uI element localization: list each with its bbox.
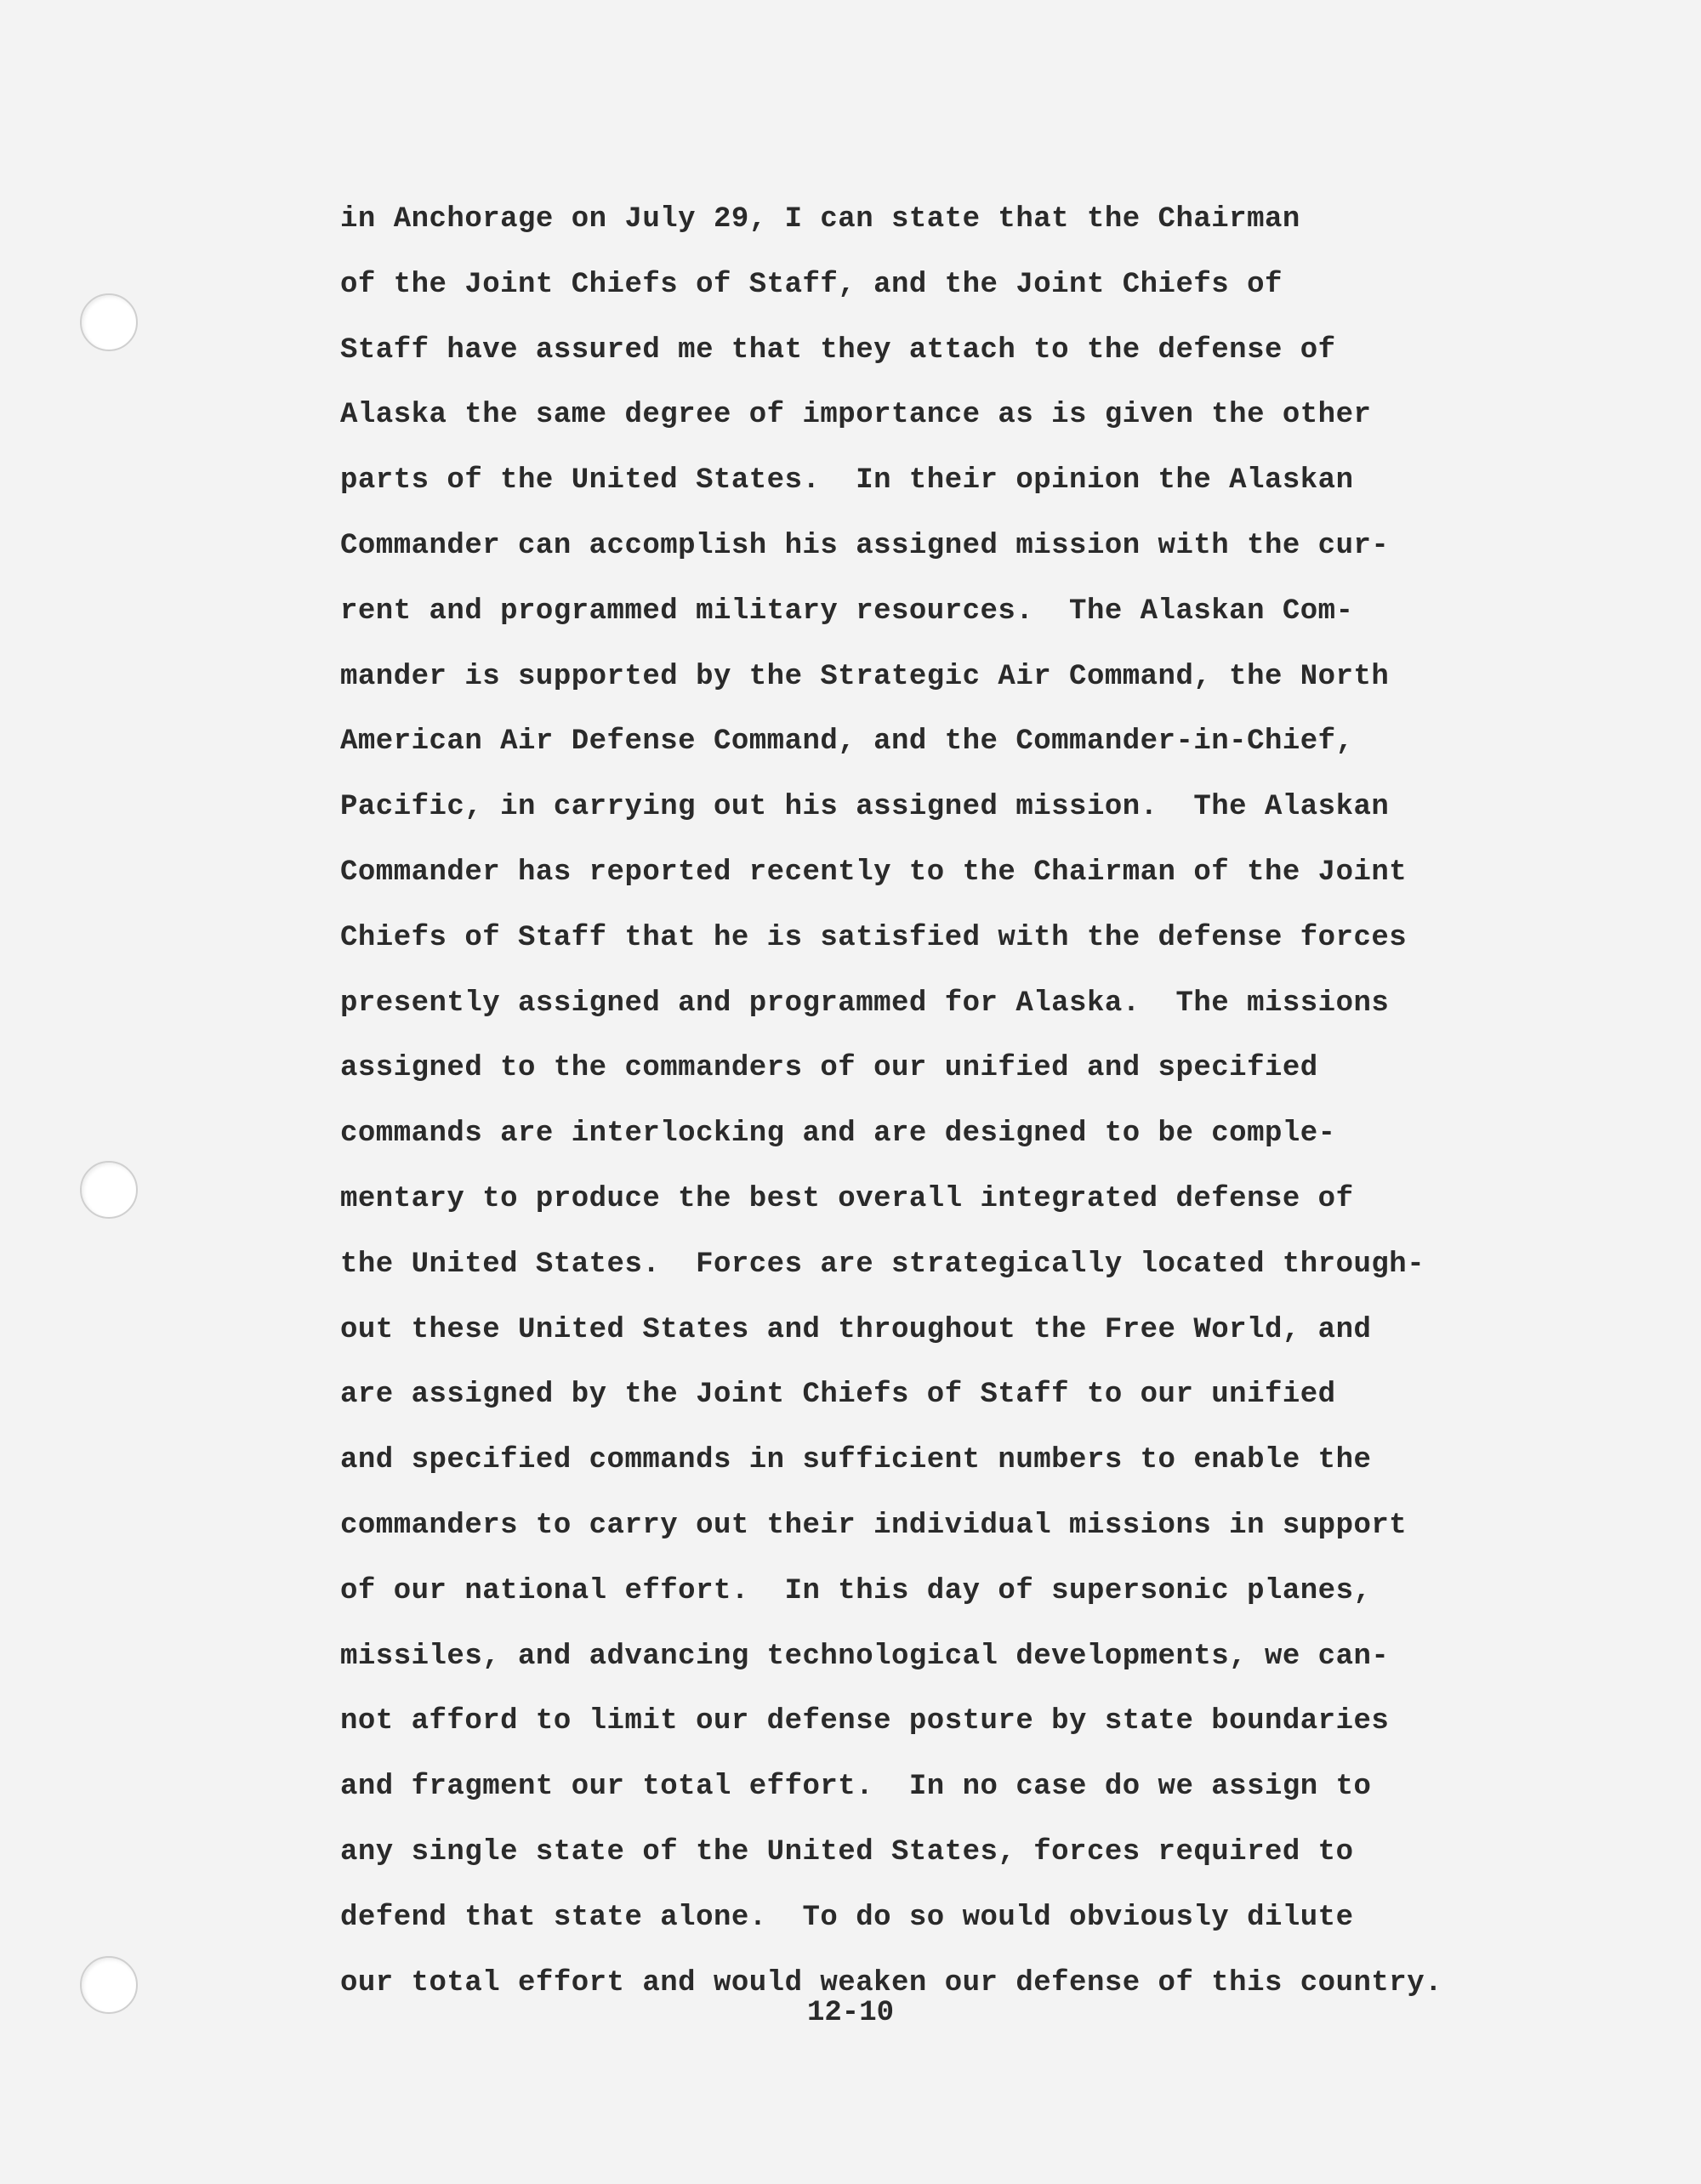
text-line: of the Joint Chiefs of Staff, and the Joint Chiefs of (340, 268, 1283, 301)
text-line: Alaska the same degree of importance as is given the other (340, 399, 1372, 432)
text-line: and specified commands in sufficient numbers to enable the (340, 1444, 1372, 1477)
text-line: any single state of the United States, forces required to (340, 1835, 1354, 1868)
text-line: Commander can accomplish his assigned mission with the cur- (340, 529, 1390, 562)
text-line: are assigned by the Joint Chiefs of Staff to our unified (340, 1379, 1336, 1412)
body-text (340, 187, 1548, 2016)
text-line: mentary to produce the best overall integrated defense of (340, 1182, 1354, 1215)
text-line: defend that state alone. To do so would obviously dilute (340, 1901, 1354, 1934)
text-line: our total effort and would weaken our defense of this country. (340, 1966, 1443, 1999)
text-line: Staff have assured me that they attach to the defense of (340, 333, 1336, 367)
text-line: Commander has reported recently to the Chairman of the Joint (340, 856, 1408, 889)
text-line: commanders to carry out their individual missions in support (340, 1509, 1408, 1542)
text-line: mander is supported by the Strategic Air Command, the North (340, 660, 1390, 693)
text-line: rent and programmed military resources. The Alaskan Com- (340, 594, 1354, 628)
text-line: and fragment our total effort. In no case do we assign to (340, 1771, 1372, 1804)
text-line: the United States. Forces are strategically located through- (340, 1248, 1425, 1281)
text-line: Pacific, in carrying out his assigned mission. The Alaskan (340, 791, 1390, 824)
text-line: of our national effort. In this day of supersonic planes, (340, 1574, 1372, 1607)
text-line: commands are interlocking and are designed to be comple- (340, 1118, 1336, 1151)
text-line: out these United States and throughout the Free World, and (340, 1313, 1372, 1346)
text-line: parts of the United States. In their opinion the Alaskan (340, 464, 1354, 498)
text-line: American Air Defense Command, and the Commander-in-Chief, (340, 725, 1354, 759)
binder-hole-top (80, 293, 138, 351)
binder-hole-middle (80, 1161, 138, 1219)
page-number: 12-10 (806, 1997, 895, 2029)
text-line: not afford to limit our defense posture by state boundaries (340, 1705, 1390, 1738)
text-line: presently assigned and programmed for Alaska. The missions (340, 987, 1390, 1020)
text-line: in Anchorage on July 29, I can state that the Chairman (340, 203, 1300, 236)
text-line: Chiefs of Staff that he is satisfied with the defense forces (340, 921, 1408, 954)
text-line: missiles, and advancing technological developments, we can- (340, 1640, 1390, 1673)
text-line: assigned to the commanders of our unified and specified (340, 1052, 1318, 1085)
